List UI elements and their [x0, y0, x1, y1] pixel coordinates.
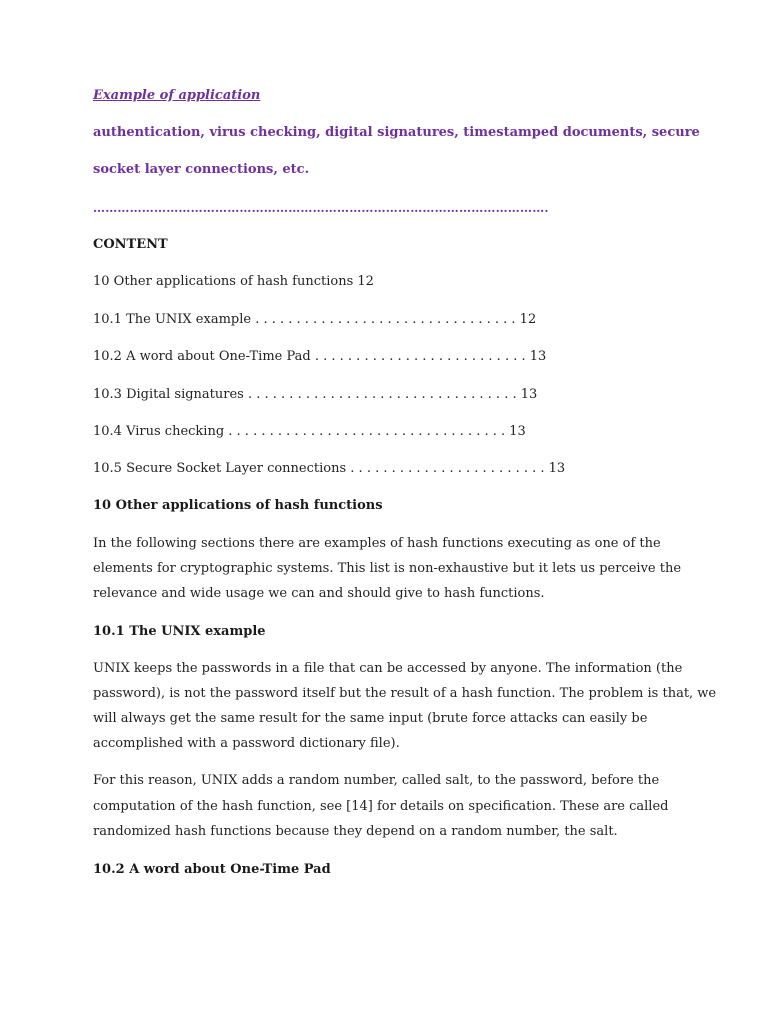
unix-paragraph-1-line: password), is not the password itself but the result of a hash function. The problem is that, we: [93, 686, 717, 701]
section-10-text-line: relevance and wide usage we can and should give to hash functions.: [93, 586, 545, 601]
toc-entry: 10.4 Virus checking . . . . . . . . . . . . . . . . . . . . . . . . . . . . . . . . . . 13: [93, 424, 526, 439]
unix-paragraph-1-line: accomplished with a password dictionary file).: [93, 736, 400, 751]
toc-entry: 10 Other applications of hash functions 12: [93, 274, 374, 289]
application-line-1: authentication, virus checking, digital signatures, timestamped documents, secure: [93, 125, 700, 140]
toc-entry: 10.2 A word about One-Time Pad . . . . . . . . . . . . . . . . . . . . . . . . . . 13: [93, 349, 547, 364]
unix-paragraph-1-line: UNIX keeps the passwords in a file that can be accessed by anyone. The information (the: [93, 661, 683, 676]
section-10-text-line: elements for cryptographic systems. This list is non-exhaustive but it lets us perceive the: [93, 561, 682, 576]
toc-entry: 10.5 Secure Socket Layer connections . . . . . . . . . . . . . . . . . . . . . . . . 13: [93, 461, 566, 476]
unix-paragraph-2-line: randomized hash functions because they depend on a random number, the salt.: [93, 824, 618, 839]
application-heading: Example of application: [93, 88, 261, 103]
unix-paragraph-2-line: computation of the hash function, see [14] for details on specification. These are called: [93, 799, 669, 814]
section-10-text-line: In the following sections there are examples of hash functions executing as one of the: [93, 536, 661, 551]
section-10-2-heading: 10.2 A word about One-Time Pad: [93, 862, 331, 877]
toc-entry: 10.1 The UNIX example . . . . . . . . . . . . . . . . . . . . . . . . . . . . . . . . 12: [93, 312, 537, 327]
section-10-1-heading: 10.1 The UNIX example: [93, 624, 266, 639]
application-line-2: socket layer connections, etc.: [93, 162, 310, 177]
unix-paragraph-2-line: For this reason, UNIX adds a random number, called salt, to the password, before the: [93, 773, 660, 788]
toc-entry: 10.3 Digital signatures . . . . . . . . . . . . . . . . . . . . . . . . . . . . . . . . . 13: [93, 387, 538, 402]
dotted-separator: ………………………………………………………………………………………………….: [93, 201, 549, 215]
section-10-heading: 10 Other applications of hash functions: [93, 498, 383, 513]
content-heading: CONTENT: [93, 237, 168, 252]
unix-paragraph-1-line: will always get the same result for the same input (brute force attacks can easily be: [93, 711, 648, 726]
